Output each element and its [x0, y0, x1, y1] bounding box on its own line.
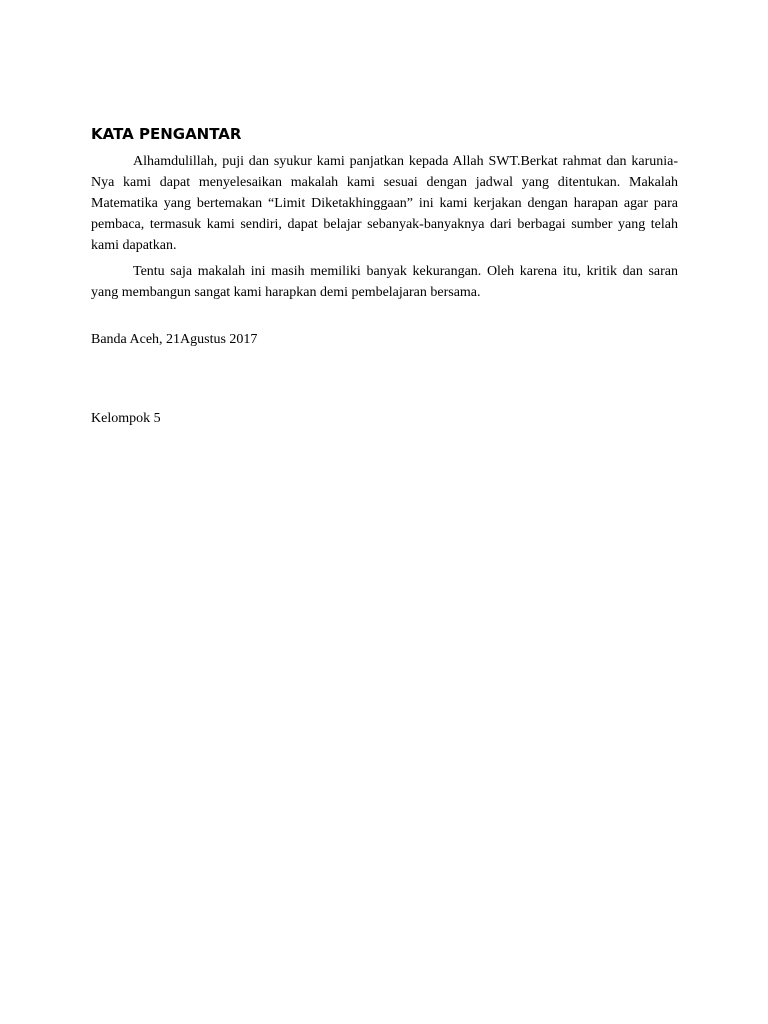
signature-group: Kelompok 5	[91, 411, 161, 426]
place-and-date: Banda Aceh, 21Agustus 2017	[91, 332, 258, 347]
document-body	[91, 123, 678, 429]
paragraph-closing: Tentu saja makalah ini masih memiliki banyak kekurangan. Oleh karena itu, kritik dan saran yang membangun sangat kami harapkan demi pembelajaran bersama.	[91, 264, 678, 300]
document-heading: KATA PENGANTAR	[91, 125, 242, 143]
paragraph-opening: Alhamdulillah, puji dan syukur kami panjatkan kepada Allah SWT.Berkat rahmat dan karunia-Nya kami dapat menyelesaikan makalah kami sesuai dengan jadwal yang ditentukan. Makalah Matematika yang bertemakan “Limit Diketakhinggaan” ini kami kerjakan dengan harapan agar para pembaca, termasuk kami sendiri, dapat belajar sebanyak-banyaknya dari berbagai sumber yang telah kami dapatkan.	[91, 154, 678, 253]
